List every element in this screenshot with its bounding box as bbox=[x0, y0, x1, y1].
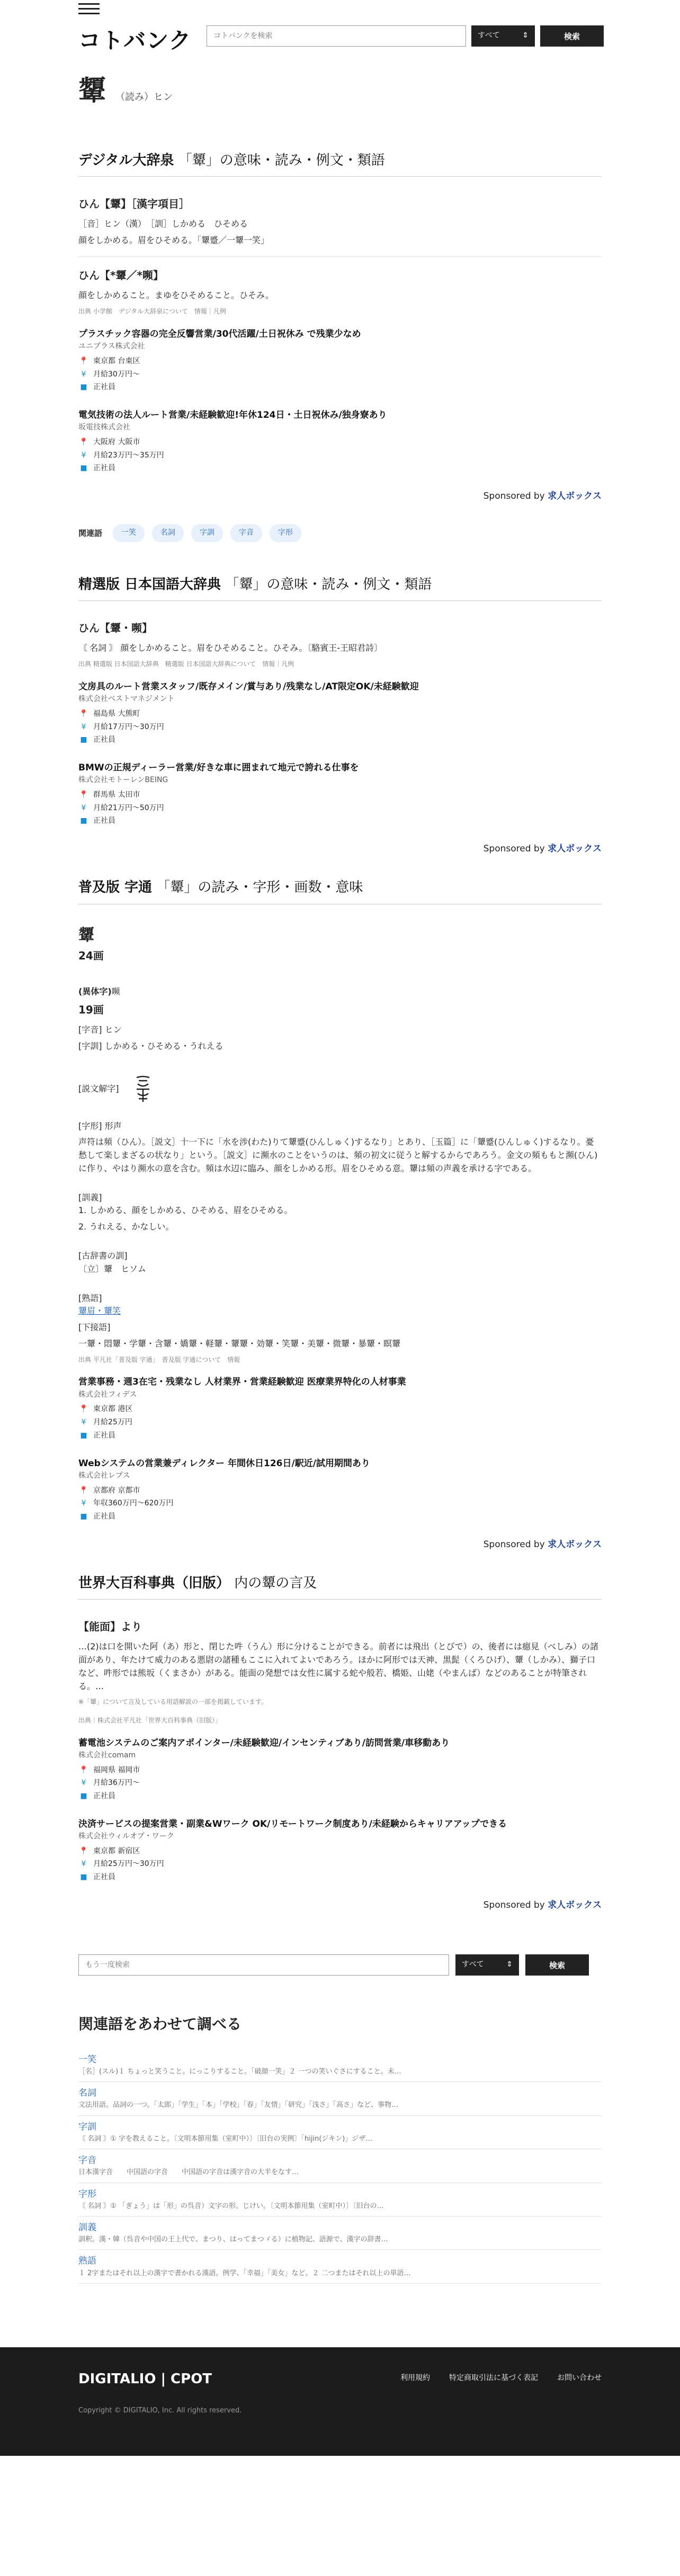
related-tag[interactable]: 一笑 bbox=[113, 524, 145, 542]
related-item[interactable]: 熟語 １ 2字またはそれ以上の漢字で書かれる漢語。例学、「幸福」「美女」など。２ 二つまたはそれ以上の単語… bbox=[78, 2250, 602, 2283]
footer-links bbox=[400, 2373, 602, 2384]
source-note: 出典 精選版 日本国語大辞典 精選版 日本国語大辞典について 情報｜凡例 bbox=[78, 660, 294, 668]
sponsor-credit[interactable]: Sponsored by 求人ボックス bbox=[483, 843, 602, 854]
location-pin-icon: 📍 bbox=[79, 1486, 88, 1495]
briefcase-icon: ■ bbox=[80, 464, 87, 473]
bottom-search bbox=[78, 1954, 602, 1976]
setsumon: [説文解字] bbox=[78, 1074, 602, 1104]
footer-link-terms[interactable]: 利用規約 bbox=[400, 2373, 430, 2382]
footer-brand[interactable]: DIGITALIO | CPOT bbox=[78, 2371, 212, 2387]
yen-icon: ¥ bbox=[81, 722, 86, 731]
location-pin-icon: 📍 bbox=[79, 356, 88, 365]
yen-icon: ¥ bbox=[81, 1860, 86, 1869]
location-pin-icon: 📍 bbox=[79, 709, 88, 718]
footer-link-legal[interactable]: 特定商取引法に基づく表記 bbox=[449, 2373, 538, 2382]
chevron-updown-icon: ⇕ bbox=[522, 31, 529, 40]
yen-icon: ¥ bbox=[81, 1499, 86, 1508]
related-item[interactable]: 字訓 〘 名詞 〙① 字を教えること。〔文明本節用集（室町中）〕〔旧台の実例〕「hijin(ジキン)」ジザ… bbox=[78, 2116, 602, 2149]
section-title: 世界大百科事典（旧版） 内の顰の言及 bbox=[78, 1573, 602, 1600]
related-tag[interactable]: 字音 bbox=[230, 524, 262, 542]
term-reading: （読み）ヒン bbox=[115, 92, 173, 103]
briefcase-icon: ■ bbox=[80, 735, 87, 744]
kago-label: [下接語] bbox=[78, 1322, 111, 1333]
sponsor-credit[interactable]: Sponsored by 求人ボックス bbox=[483, 491, 602, 502]
site-footer bbox=[0, 2347, 680, 2456]
nikkoku-section bbox=[78, 574, 602, 856]
keijo-label: [字形] 形声 bbox=[78, 1120, 122, 1131]
related-tag[interactable]: 名詞 bbox=[152, 524, 184, 542]
job-ad[interactable]: BMWの正規ディーラー営業/好きな車に囲まれて地元で誇れる仕事を 株式会社モトーレンBEING 📍 群馬県 太田市 ¥ 月給21万円〜50万円 ■ 正社員 bbox=[78, 761, 602, 827]
bottom-scope-select[interactable]: すべて ⇕ bbox=[455, 1954, 519, 1976]
job-ad[interactable]: 文房具のルート営業スタッフ/既存メイン/賞与あり/残業なし/AT限定OK/未経験歓迎 株式会社ベストマネジメント 📍 福島県 大熊町 ¥ 月給17万円〜30万円 ■ 正社員 bbox=[78, 680, 602, 746]
kojisho-label: [古辞書の訓] bbox=[78, 1251, 128, 1261]
copyright: Copyright © DIGITALIO, Inc. All rights reserved. bbox=[78, 2406, 242, 2415]
location-pin-icon: 📍 bbox=[79, 438, 88, 446]
entry-heading: ひん【*顰／*嚬】 bbox=[78, 269, 164, 282]
jitsu-kanji: 顰 bbox=[78, 926, 94, 945]
variant-stroke-count: 19画 bbox=[78, 1003, 104, 1016]
related-item[interactable]: 字音 日本漢字音 中国語の字音 中国語の字音は漢字音の大半をなす… bbox=[78, 2149, 602, 2183]
chevron-updown-icon: ⇕ bbox=[506, 1960, 513, 1969]
entry-heading: ひん【顰】［漢字項目］ bbox=[78, 197, 190, 210]
heibonsha-section bbox=[78, 1573, 602, 1912]
main-content bbox=[78, 70, 602, 2284]
site-logo[interactable]: コトバンク bbox=[78, 28, 192, 53]
yen-icon: ¥ bbox=[81, 1779, 86, 1788]
briefcase-icon: ■ bbox=[80, 816, 87, 825]
jitsu-section: 普及版 字通 「顰」の読み・字形・画数・意味 顰 24画 (異体字)嚬 19画 [字音] ヒン [字訓] しかめる・ひそめる・うれえる [説文解字] [字形] 形声 声符は頻（ひん）。［説文］十一下に「水を涉(わた)りて顰蹙(ひんしゅく)するなり」とあり、［玉篇］に「顰蹙(ひんしゅく)するなり。憂愁して楽しまざるの状なり」という。［説文］に瀕水のことをいうのは、頻の初文に従うと解するからであろう。金文の頻ももと瀕(ひん)に作り、やはり瀕水の意を含む。頻は水辺に臨み、顔をしかめる形。眉をひそめる意。顰は頻の声義を承ける字である。 [訓義] 1. しかめる、顔をしかめる、ひそめる、眉をひそめる。 2. うれえる、かなしい。 [古辞書の訓] 〔立〕顰 ヒソム [熟語] 顰眉・顰笑 [下接語] 一顰・悶顰・学顰・含顰・嬌顰・軽顰・顰顰・効顰・笑顰・美顰・微顰・暴顰・瞑顰 出典 平凡社「普及版 字通」 普及版 字通について 情報 営業事務・週3在宅・残業なし 人材業界・営業経験歓迎 医療業界特化の人材事業 株式会社フィデス 📍 東京都 港区 ¥ 月給25万円 ■ 正社員 Webシステムの営業兼ディレクター 年間休日126日/駅近/試用期間あり 株式会社レプス 📍 京都府 京都市 ¥ 年収360万円〜620万円 ■ 正社員 Sponsored by 求人ボックス bbox=[78, 877, 602, 1551]
meanings-label: [訓義] bbox=[78, 1192, 102, 1202]
term-kanji: 顰 bbox=[78, 75, 106, 107]
job-ad[interactable]: 電気技術の法人ルート営業/未経験歓迎!年休124日・土日祝休み/独身寮あり 坂電技株式会社 📍 大阪府 大阪市 ¥ 月給23万円〜35万円 ■ 正社員 bbox=[78, 408, 602, 474]
bottom-search-button[interactable]: 検索 bbox=[525, 1954, 589, 1976]
entry-text: ［音］ヒン（漢） ［訓］しかめる ひそめる bbox=[78, 218, 248, 229]
yen-icon: ¥ bbox=[81, 451, 86, 460]
yen-icon: ¥ bbox=[81, 1418, 86, 1427]
related-tag[interactable]: 字形 bbox=[270, 524, 301, 542]
entry-text: 〘 名詞 〙 顔をしかめること。眉をひそめること。ひそみ。〔駱賓王-王昭君詩〕 bbox=[78, 643, 382, 653]
jitsu-body: 声符は頻（ひん）。［説文］十一下に「水を涉(わた)りて顰蹙(ひんしゅく)するなり」とあり、［玉篇］に「顰蹙(ひんしゅく)するなり。憂愁して楽しまざるの状なり」という。［説文］に瀕水のことをいうのは、頻の初文に従うと解するからであろう。金文の頻ももと瀕(ひん)に作り、やはり瀕水の意を含む。頻は水辺に臨み、顔をしかめる形。眉をひそめる意。顰は頻の声義を承ける字である。 bbox=[78, 1137, 598, 1173]
job-ad[interactable]: 営業事務・週3在宅・残業なし 人材業界・営業経験歓迎 医療業界特化の人材事業 株式会社フィデス 📍 東京都 港区 ¥ 月給25万円 ■ 正社員 bbox=[78, 1375, 602, 1441]
location-pin-icon: 📍 bbox=[79, 1405, 88, 1414]
related-tag[interactable]: 字訓 bbox=[191, 524, 223, 542]
footer-link-contact[interactable]: お問い合わせ bbox=[557, 2373, 602, 2382]
section-title: 普及版 字通 「顰」の読み・字形・画数・意味 bbox=[78, 877, 602, 904]
header-search bbox=[207, 25, 604, 47]
bottom-search-input[interactable] bbox=[78, 1954, 449, 1976]
yen-icon: ¥ bbox=[81, 803, 86, 812]
location-pin-icon: 📍 bbox=[79, 790, 88, 799]
related-item[interactable]: 一笑 ［名］(スル)１ ちょっと笑うこと。にっこりすること。「破顔一笑」２ 一つの笑いぐさにすること。未… bbox=[78, 2049, 602, 2082]
job-ad[interactable]: Webシステムの営業兼ディレクター 年間休日126日/駅近/試用期間あり 株式会社レプス 📍 京都府 京都市 ¥ 年収360万円〜620万円 ■ 正社員 bbox=[78, 1457, 602, 1523]
related-tags: 関連語 一笑 名詞 字訓 字音 字形 bbox=[78, 524, 602, 542]
related-words-section bbox=[78, 2013, 602, 2284]
briefcase-icon: ■ bbox=[80, 1431, 87, 1440]
related-item[interactable]: 名詞 文法用語。品詞の一つ。「太郎」「学生」「本」「学校」「春」「友情」「研究」「浅さ」「高さ」など、事物… bbox=[78, 2082, 602, 2115]
related-title: 関連語をあわせて調べる bbox=[78, 2015, 242, 2033]
kago-list: 一顰・悶顰・学顰・含顰・嬌顰・軽顰・顰顰・効顰・笑顰・美顰・微顰・暴顰・瞑顰 bbox=[78, 1339, 401, 1349]
location-pin-icon: 📍 bbox=[79, 1846, 88, 1855]
source-note: 出典｜株式会社平凡社「世界大百科事典（旧版）」 bbox=[78, 1717, 222, 1725]
briefcase-icon: ■ bbox=[80, 1873, 87, 1882]
briefcase-icon: ■ bbox=[80, 383, 87, 392]
yen-icon: ¥ bbox=[81, 370, 86, 379]
search-input[interactable] bbox=[207, 25, 466, 47]
search-scope-select[interactable]: すべて ⇕ bbox=[471, 25, 535, 47]
variant-label: (異体字)嚬 bbox=[78, 986, 120, 997]
section-title: 精選版 日本国語大辞典 「顰」の意味・読み・例文・類語 bbox=[78, 574, 602, 601]
mention-note: ※「顰」について言及している用語解説の一部を掲載しています。 bbox=[78, 1698, 267, 1706]
menu-icon[interactable] bbox=[78, 3, 100, 15]
job-ad[interactable]: 決済サービスの提案営業・副業&Wワーク OK/リモートワーク制度あり/未経験からキャリアアップできる 株式会社ウィルオブ・ワーク 📍 東京都 新宿区 ¥ 月給25万円〜30万円 ■ 正社員 bbox=[78, 1817, 602, 1883]
stroke-count: 24画 bbox=[78, 949, 104, 963]
briefcase-icon: ■ bbox=[80, 1512, 87, 1521]
term-header bbox=[78, 70, 602, 113]
sponsor-credit[interactable]: Sponsored by 求人ボックス bbox=[483, 1899, 602, 1910]
entry-text: 顔をしかめる。眉をひそめる。「顰蹙／一顰一笑」 bbox=[78, 235, 270, 245]
kun-reading: [字訓] しかめる・ひそめる・うれえる bbox=[78, 1040, 223, 1051]
job-ad[interactable]: 蓄電池システムのご案内アポインター/未経験歓迎/インセンティブあり/訪問営業/車移動あり 株式会社comam 📍 福岡県 福岡市 ¥ 月給36万円〜 ■ 正社員 bbox=[78, 1736, 602, 1802]
related-item[interactable]: 訓義 訓釈。漢・韓（呉音や中国の王上代で、まつり、はってまつゞる）に植物記、語源で、漢字の辞書… bbox=[78, 2216, 602, 2250]
related-item[interactable]: 字形 〘 名詞 〙① 「ぎょう」は「形」の呉音）文字の形。じけい。〔文明本節用集（室町中）〕〔旧台の… bbox=[78, 2183, 602, 2216]
section-title: デジタル大辞泉 「顰」の意味・読み・例文・類語 bbox=[78, 150, 602, 177]
entry-text: 顔をしかめること。まゆをひそめること。ひそみ。 bbox=[78, 290, 274, 301]
seal-script-image bbox=[132, 1074, 154, 1104]
entry-heading: ひん【顰・嚬】 bbox=[78, 622, 153, 635]
sponsor-credit[interactable]: Sponsored by 求人ボックス bbox=[483, 1539, 602, 1550]
source-note: 出典 小学館 デジタル大辞泉について 情報｜凡例 bbox=[78, 308, 226, 316]
entry-subheading: 【能面】より bbox=[78, 1620, 142, 1633]
jukugo-links: 顰眉・顰笑 bbox=[78, 1306, 121, 1316]
daijisen-section bbox=[78, 150, 602, 543]
job-ad[interactable]: プラスチック容器の完全反響営業/30代活躍/土日祝休み で残業少なめ ユニプラス株式会社 📍 東京都 台東区 ¥ 月給30万円〜 ■ 正社員 bbox=[78, 327, 602, 393]
site-header bbox=[0, 0, 680, 64]
search-button[interactable]: 検索 bbox=[540, 25, 604, 47]
location-pin-icon: 📍 bbox=[79, 1765, 88, 1774]
source-note: 出典 平凡社「普及版 字通」 普及版 字通について 情報 bbox=[78, 1356, 240, 1363]
briefcase-icon: ■ bbox=[80, 1792, 87, 1801]
heibonsha-body: …(2)は口を開いた阿（あ）形と、閉じた吽（うん）形に分けることができる。前者には飛出（とびで）の、後者には癋見（べしみ）の諸面があり、年たけて威力のある悪尉の諸種もここに入れてよいであろう。ほかに阿形では天神、黒髭（くろひげ）、顰（しかみ）、獅子口など、吽形では熊坂（くまさか）がある。能面の発想では女性に属する蛇や般若、橋姫、山姥（やまんば）などのあることが特筆される。… bbox=[78, 1641, 599, 1691]
jukugo-label: [熟語] bbox=[78, 1293, 102, 1303]
on-reading: [字音] ヒン bbox=[78, 1024, 122, 1035]
